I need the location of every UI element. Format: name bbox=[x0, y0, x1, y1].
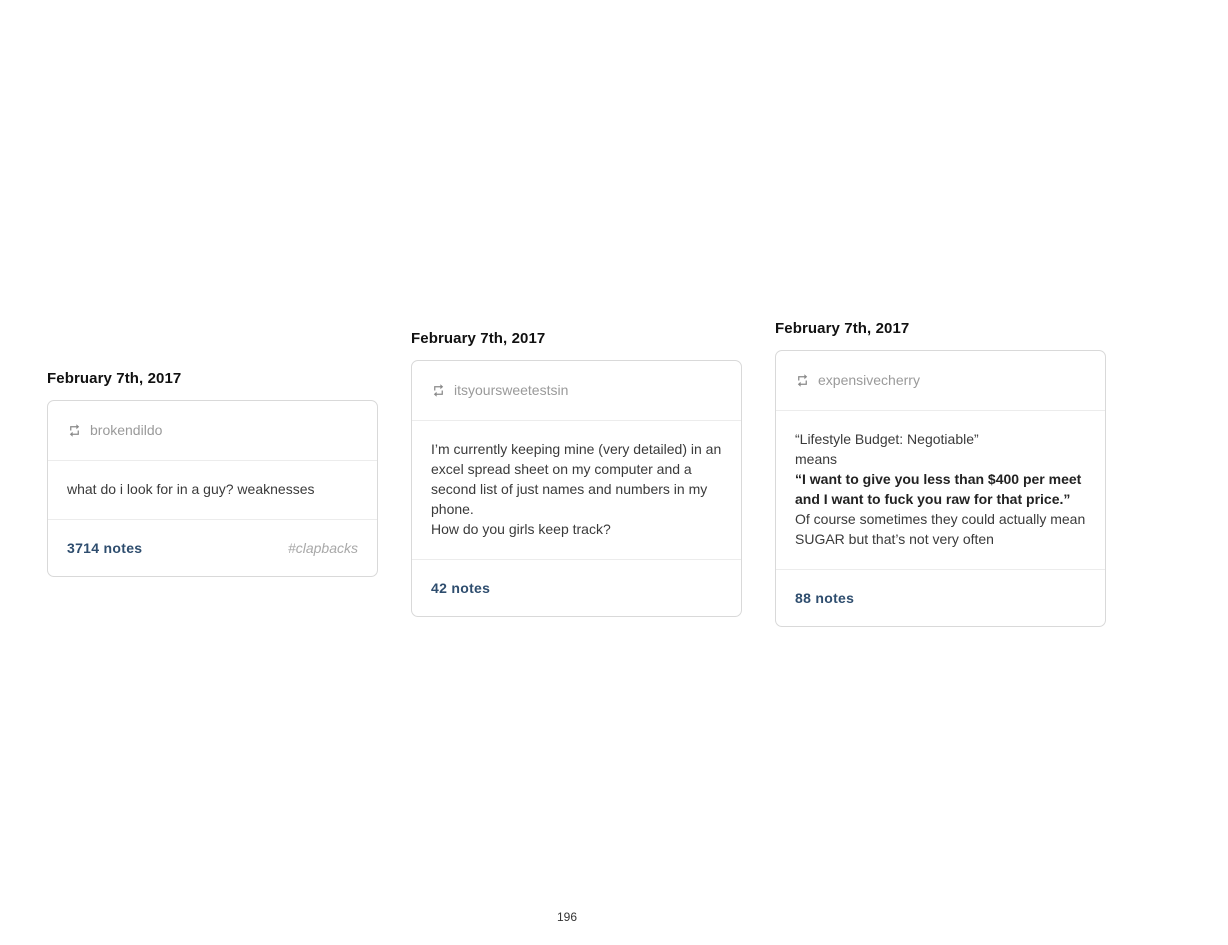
post-body bbox=[412, 421, 741, 560]
reblog-icon bbox=[67, 423, 82, 438]
post-body bbox=[776, 411, 1105, 570]
post-body-text: means bbox=[795, 451, 838, 467]
notes-link[interactable]: 42 notes bbox=[431, 580, 491, 596]
post-header bbox=[412, 361, 741, 421]
post-card bbox=[47, 400, 378, 577]
post-body-text-bold: “I want to give you less than $400 per meet and I want to fuck you raw for that price.” bbox=[795, 471, 1082, 507]
post-body-text: “Lifestyle Budget: Negotiable” bbox=[795, 431, 979, 447]
username-link[interactable]: itsyoursweetestsin bbox=[454, 382, 569, 398]
post-header bbox=[776, 351, 1105, 411]
reblog-icon bbox=[431, 383, 446, 398]
notes-link[interactable]: 3714 notes bbox=[67, 540, 143, 556]
notes-link[interactable]: 88 notes bbox=[795, 590, 855, 606]
post-body-text: Of course sometimes they could actually mean SUGAR but that’s not very often bbox=[795, 511, 1086, 547]
reblog-icon bbox=[795, 373, 810, 388]
post-date: February 7th, 2017 bbox=[411, 330, 546, 347]
post-body bbox=[48, 461, 377, 520]
post-card bbox=[775, 350, 1106, 627]
post-footer bbox=[48, 520, 377, 576]
post-date: February 7th, 2017 bbox=[47, 370, 182, 387]
post-body-text: I’m currently keeping mine (very detailed) in an excel spread sheet on my computer and a second list of just names and numbers in my phone. bbox=[431, 441, 722, 517]
username-link[interactable]: expensivecherry bbox=[818, 372, 920, 388]
post-column-3 bbox=[775, 322, 1106, 627]
post-column-1 bbox=[47, 372, 378, 577]
post-footer bbox=[412, 560, 741, 616]
post-footer bbox=[776, 570, 1105, 626]
post-body-text: How do you girls keep track? bbox=[431, 521, 611, 537]
post-date: February 7th, 2017 bbox=[775, 320, 910, 337]
username-link[interactable]: brokendildo bbox=[90, 422, 163, 438]
post-header bbox=[48, 401, 377, 461]
post-column-2 bbox=[411, 332, 742, 617]
post-card bbox=[411, 360, 742, 617]
tag-link[interactable]: #clapbacks bbox=[287, 540, 358, 556]
page-number: 196 bbox=[556, 910, 578, 924]
post-body-text: what do i look for in a guy? weaknesses bbox=[67, 481, 315, 497]
